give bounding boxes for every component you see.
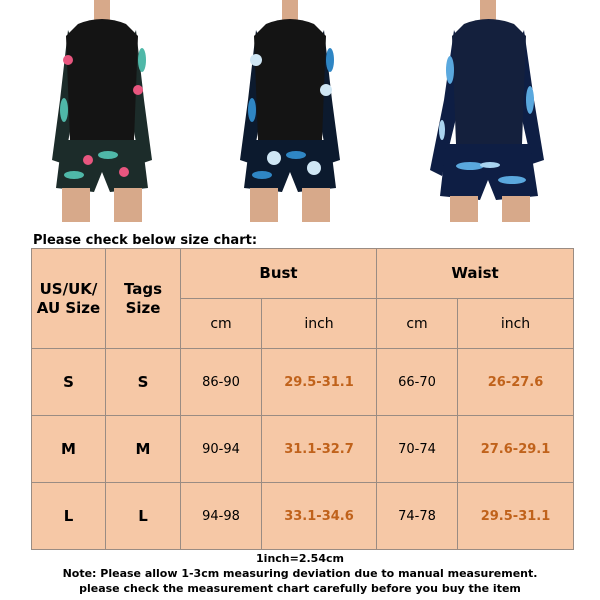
product-photo-strip [0, 0, 600, 222]
waist-cm-header: cm [377, 299, 458, 349]
bust-cm-header: cm [181, 299, 262, 349]
product-photo-3[interactable] [420, 0, 560, 222]
tag-size-cell: M [106, 416, 181, 483]
bust-inch-cell: 31.1-32.7 [262, 416, 377, 483]
tag-size-cell: L [106, 483, 181, 550]
tags-size-header: Tags Size [106, 249, 181, 349]
model-figure-1 [38, 0, 166, 222]
table-row [32, 349, 574, 416]
model-figure-2 [226, 0, 354, 222]
bust-header: Bust [181, 249, 377, 299]
bust-cm-cell: 94-98 [181, 483, 262, 550]
table-row [32, 416, 574, 483]
us-size-header: US/UK/ AU Size [32, 249, 106, 349]
bust-cm-cell: 90-94 [181, 416, 262, 483]
waist-cm-cell: 66-70 [377, 349, 458, 416]
table-header-row [32, 249, 574, 299]
us-size-cell: L [32, 483, 106, 550]
tag-size-cell: S [106, 349, 181, 416]
product-photo-1[interactable] [38, 0, 166, 222]
check-chart-note: please check the measurement chart carefully before you buy the item [79, 582, 521, 595]
deviation-note: Note: Please allow 1-3cm measuring deviation due to manual measurement. [62, 567, 538, 580]
waist-cm-cell: 70-74 [377, 416, 458, 483]
us-size-cell: S [32, 349, 106, 416]
size-chart-table [31, 248, 574, 550]
waist-header: Waist [377, 249, 574, 299]
bust-inch-header: inch [262, 299, 377, 349]
waist-inch-cell: 26-27.6 [458, 349, 574, 416]
waist-inch-cell: 27.6-29.1 [458, 416, 574, 483]
table-row [32, 483, 574, 550]
model-figure-3 [420, 0, 560, 222]
us-size-cell: M [32, 416, 106, 483]
waist-cm-cell: 74-78 [377, 483, 458, 550]
size-chart-heading: Please check below size chart: [33, 233, 258, 248]
waist-inch-cell: 29.5-31.1 [458, 483, 574, 550]
bust-cm-cell: 86-90 [181, 349, 262, 416]
waist-inch-header: inch [458, 299, 574, 349]
size-notes [0, 551, 600, 596]
conversion-note: 1inch=2.54cm [256, 552, 344, 565]
bust-inch-cell: 33.1-34.6 [262, 483, 377, 550]
bust-inch-cell: 29.5-31.1 [262, 349, 377, 416]
product-photo-2[interactable] [226, 0, 354, 222]
